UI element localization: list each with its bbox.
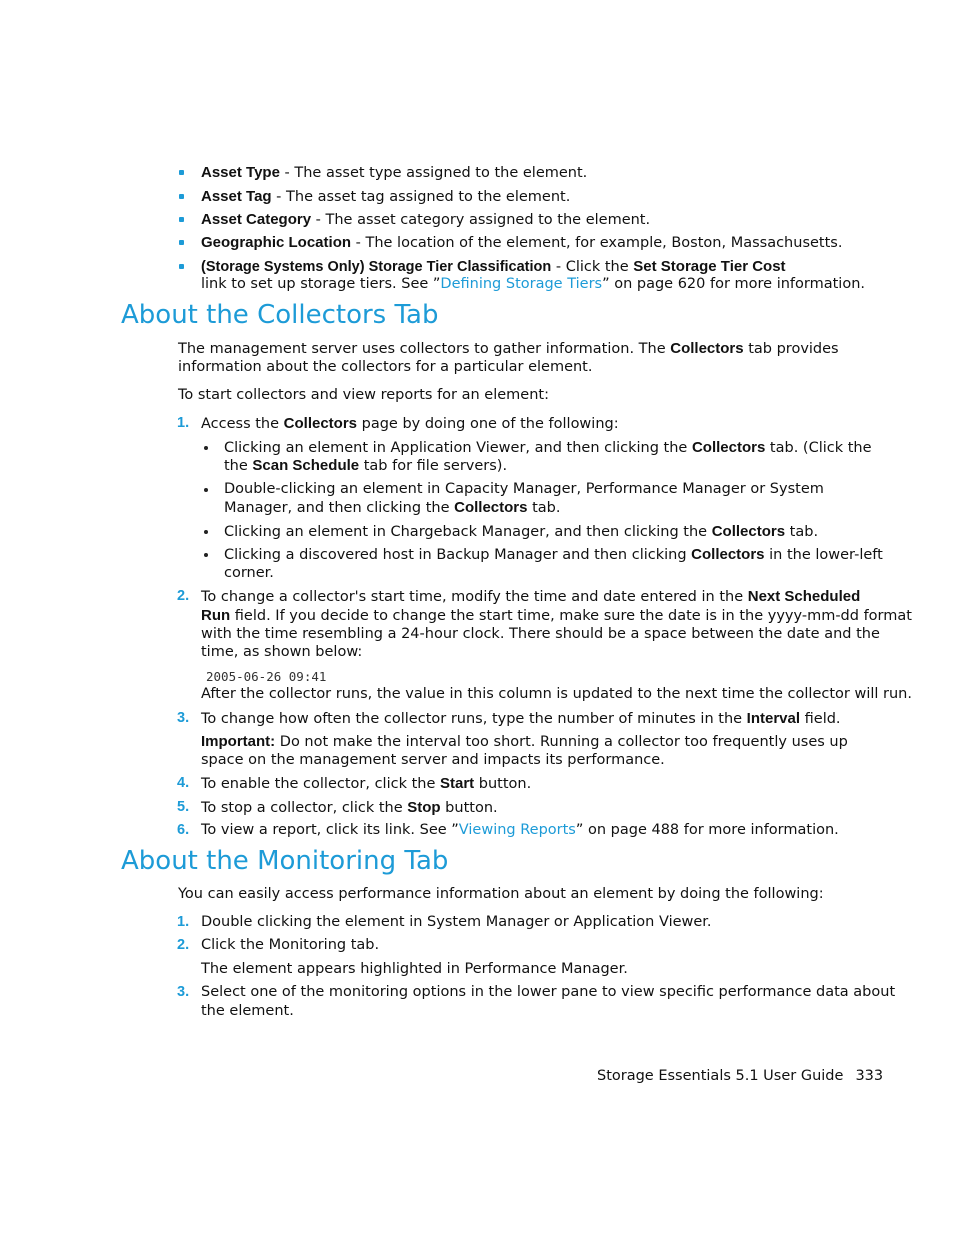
bullet-square-icon [179, 240, 184, 245]
sub-bullet-3: Clicking an element in Chargeback Manager, and then clicking the Collectors tab. [224, 523, 819, 540]
step-number: 6. [177, 822, 190, 838]
bullet-dot-icon [204, 530, 208, 534]
viewing-reports-link[interactable]: Viewing Reports [458, 822, 576, 838]
bullet-dot-icon [204, 553, 208, 557]
step-2-line3: with the time resembling a 24-hour clock. There should be a space between the date and the [201, 626, 880, 642]
step-number: 1. [177, 415, 190, 431]
monitoring-intro: You can easily access performance information about an element by doing the following: [178, 886, 824, 902]
step-2-after: After the collector runs, the value in this column is updated to the next time the collector will run. [201, 686, 912, 702]
collectors-start-text: To start collectors and view reports for an element: [178, 387, 549, 403]
monitoring-step-1: Double clicking the element in System Manager or Application Viewer. [201, 914, 712, 930]
monitoring-step-2: Click the Monitoring tab. [201, 937, 380, 953]
bullet-square-icon [179, 194, 184, 199]
step-2-line1: To change a collector's start time, modify the time and date entered in the Next Scheduled [201, 588, 861, 605]
step-1-text: Access the Collectors page by doing one of the following: [201, 415, 619, 432]
sub-bullet-1-line2: the Scan Schedule tab for file servers). [224, 457, 508, 474]
sub-bullet-2-line2: Manager, and then clicking the Collectors tab. [224, 499, 561, 516]
sub-bullet-4-line2: corner. [224, 565, 274, 581]
step-number: 5. [177, 799, 190, 815]
monitoring-step-2-note: The element appears highlighted in Performance Manager. [201, 961, 628, 977]
step-number: 2. [177, 937, 190, 953]
monitoring-step-3-line1: Select one of the monitoring options in the lower pane to view specific performance data about [201, 984, 896, 1000]
step-4-text: To enable the collector, click the Start button. [201, 775, 532, 792]
bullet-storage-tier-line2: link to set up storage tiers. See ”Defining Storage Tiers” on page 620 for more information. [201, 276, 866, 292]
footer [597, 1067, 883, 1086]
monitoring-step-3-line2: the element. [201, 1003, 294, 1019]
bullet-geographic-location: Geographic Location - The location of the element, for example, Boston, Massachusetts. [201, 234, 843, 251]
bullet-dot-icon [204, 488, 208, 492]
step-3-text: To change how often the collector runs, type the number of minutes in the Interval field. [201, 710, 841, 727]
collectors-intro-line1: The management server uses collectors to gather information. The Collectors tab provides [178, 340, 839, 357]
step-5-text: To stop a collector, click the Stop button. [201, 799, 498, 816]
code-sample: 2005-06-26 09:41 [206, 669, 327, 684]
bullet-asset-tag: Asset Tag - The asset tag assigned to the element. [201, 188, 571, 205]
monitoring-heading: About the Monitoring Tab [121, 846, 449, 876]
collectors-heading: About the Collectors Tab [121, 300, 439, 330]
step-number: 1. [177, 914, 190, 930]
bullet-storage-tier: (Storage Systems Only) Storage Tier Classification - Click the Set Storage Tier Cost [201, 258, 786, 275]
sub-bullet-2-line1: Double-clicking an element in Capacity Manager, Performance Manager or System [224, 481, 824, 497]
sub-bullet-1-line1: Clicking an element in Application Viewer, and then clicking the Collectors tab. (Click the [224, 439, 872, 456]
bullet-asset-category: Asset Category - The asset category assigned to the element. [201, 211, 651, 228]
sub-bullet-4-line1: Clicking a discovered host in Backup Manager and then clicking Collectors in the lower-left [224, 546, 883, 563]
step-number: 3. [177, 710, 190, 726]
important-note-line1: Important: Do not make the interval too short. Running a collector too frequently uses up [201, 733, 848, 750]
bullet-square-icon [179, 170, 184, 175]
collectors-intro-line2: information about the collectors for a particular element. [178, 359, 593, 375]
page-number: 333 [855, 1068, 884, 1084]
important-note-line2: space on the management server and impacts its performance. [201, 752, 665, 768]
step-2-line4: time, as shown below: [201, 644, 363, 660]
step-number: 3. [177, 984, 190, 1000]
bullet-asset-type: Asset Type - The asset type assigned to the element. [201, 164, 588, 181]
footer-title: Storage Essentials 5.1 User Guide [597, 1068, 844, 1084]
bullet-square-icon [179, 217, 184, 222]
step-2-line2: Run field. If you decide to change the start time, make sure the date is in the yyyy-mm-dd format [201, 607, 912, 624]
step-number: 2. [177, 588, 190, 604]
step-number: 4. [177, 775, 190, 791]
defining-storage-tiers-link[interactable]: Defining Storage Tiers [440, 276, 603, 292]
bullet-dot-icon [204, 446, 208, 450]
step-6-text: To view a report, click its link. See ”Viewing Reports” on page 488 for more information. [201, 822, 839, 838]
bullet-square-icon [179, 264, 184, 269]
